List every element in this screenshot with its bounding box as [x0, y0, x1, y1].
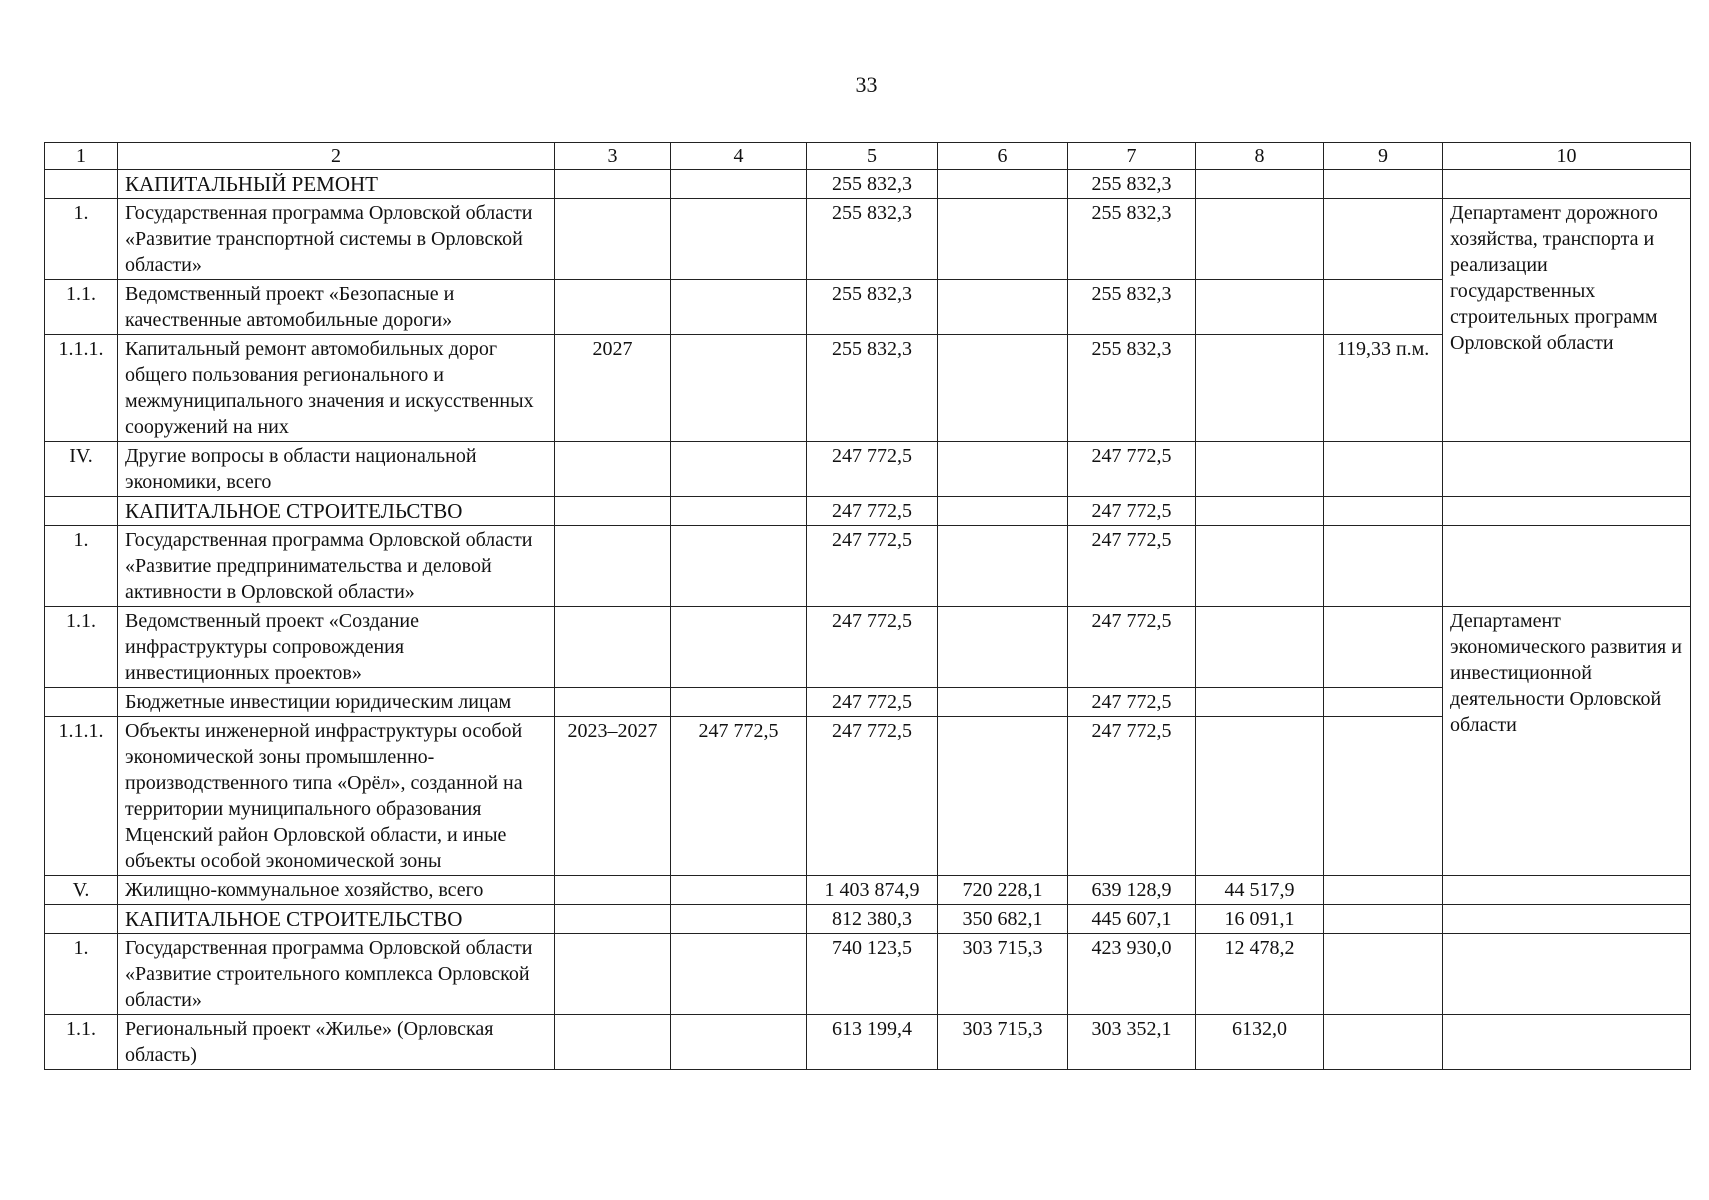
cell-col4	[671, 1015, 807, 1070]
budget-table	[44, 142, 1691, 1070]
cell-col5: 1 403 874,9	[807, 876, 938, 905]
table-row	[45, 934, 1691, 1015]
cell-col7: 303 352,1	[1068, 1015, 1196, 1070]
row-name: Ведомственный проект «Создание инфраструктуры сопровождения инвестиционных проектов»	[118, 607, 555, 688]
cell-col9	[1324, 1015, 1443, 1070]
cell-col4	[671, 280, 807, 335]
row-name: Государственная программа Орловской области «Развитие строительного комплекса Орловской области»	[118, 934, 555, 1015]
cell-col3	[555, 497, 671, 526]
cell-col7: 445 607,1	[1068, 905, 1196, 934]
cell-col10	[1443, 526, 1691, 607]
cell-col9	[1324, 280, 1443, 335]
cell-col4	[671, 905, 807, 934]
cell-col5: 247 772,5	[807, 717, 938, 876]
cell-col8	[1196, 199, 1324, 280]
cell-col7: 255 832,3	[1068, 199, 1196, 280]
header-cell: 8	[1196, 143, 1324, 170]
cell-col9	[1324, 607, 1443, 688]
cell-col9: 119,33 п.м.	[1324, 335, 1443, 442]
cell-col8	[1196, 607, 1324, 688]
row-name: КАПИТАЛЬНОЕ СТРОИТЕЛЬСТВО	[118, 497, 555, 526]
row-number	[45, 497, 118, 526]
cell-col9	[1324, 905, 1443, 934]
cell-col3	[555, 526, 671, 607]
cell-col3	[555, 1015, 671, 1070]
cell-col5: 740 123,5	[807, 934, 938, 1015]
header-cell: 4	[671, 143, 807, 170]
row-number: 1.	[45, 526, 118, 607]
cell-col7: 639 128,9	[1068, 876, 1196, 905]
cell-col10	[1443, 905, 1691, 934]
row-name: Ведомственный проект «Безопасные и качественные автомобильные дороги»	[118, 280, 555, 335]
cell-col6	[938, 526, 1068, 607]
cell-col9	[1324, 170, 1443, 199]
table-row	[45, 905, 1691, 934]
cell-col6: 303 715,3	[938, 934, 1068, 1015]
cell-col9	[1324, 934, 1443, 1015]
row-name: Объекты инженерной инфраструктуры особой экономической зоны промышленно-производственного типа «Орёл», созданной на территории муниципального образования Мценский район Орловской области, и иные объекты особой экономической зоны	[118, 717, 555, 876]
cell-col4	[671, 876, 807, 905]
cell-col8	[1196, 497, 1324, 526]
row-name: Государственная программа Орловской области «Развитие транспортной системы в Орловской области»	[118, 199, 555, 280]
cell-col8: 44 517,9	[1196, 876, 1324, 905]
cell-col8: 12 478,2	[1196, 934, 1324, 1015]
cell-col6	[938, 497, 1068, 526]
cell-col9	[1324, 717, 1443, 876]
cell-col5: 255 832,3	[807, 199, 938, 280]
cell-col8	[1196, 170, 1324, 199]
row-number: 1.1.	[45, 280, 118, 335]
cell-col5: 247 772,5	[807, 442, 938, 497]
table-row	[45, 170, 1691, 199]
cell-col5: 255 832,3	[807, 335, 938, 442]
row-number: 1.	[45, 199, 118, 280]
cell-col3	[555, 688, 671, 717]
row-number: 1.	[45, 934, 118, 1015]
cell-col4	[671, 607, 807, 688]
cell-col4	[671, 497, 807, 526]
cell-col4	[671, 526, 807, 607]
header-cell: 6	[938, 143, 1068, 170]
cell-col6	[938, 442, 1068, 497]
row-number: 1.1.1.	[45, 717, 118, 876]
cell-col6: 350 682,1	[938, 905, 1068, 934]
cell-col10	[1443, 934, 1691, 1015]
page-number: 33	[855, 72, 878, 97]
cell-col5: 247 772,5	[807, 526, 938, 607]
cell-col6: 720 228,1	[938, 876, 1068, 905]
cell-col9	[1324, 876, 1443, 905]
cell-col7: 255 832,3	[1068, 280, 1196, 335]
cell-col3	[555, 280, 671, 335]
cell-col3	[555, 170, 671, 199]
table-row	[45, 497, 1691, 526]
header-cell: 2	[118, 143, 555, 170]
cell-col4: 247 772,5	[671, 717, 807, 876]
cell-col6	[938, 607, 1068, 688]
cell-col3	[555, 934, 671, 1015]
cell-col7: 247 772,5	[1068, 526, 1196, 607]
row-name: КАПИТАЛЬНОЕ СТРОИТЕЛЬСТВО	[118, 905, 555, 934]
cell-col3	[555, 607, 671, 688]
cell-col6	[938, 717, 1068, 876]
cell-col5: 247 772,5	[807, 607, 938, 688]
table-row	[45, 607, 1691, 688]
header-cell: 1	[45, 143, 118, 170]
row-name: Бюджетные инвестиции юридическим лицам	[118, 688, 555, 717]
cell-col8	[1196, 717, 1324, 876]
cell-col3	[555, 442, 671, 497]
cell-col9	[1324, 526, 1443, 607]
header-cell: 9	[1324, 143, 1443, 170]
cell-col8	[1196, 688, 1324, 717]
responsible-department: Департамент экономического развития и инвестиционной деятельности Орловской области	[1443, 607, 1691, 876]
cell-col4	[671, 934, 807, 1015]
cell-col7: 247 772,5	[1068, 717, 1196, 876]
cell-col3: 2023–2027	[555, 717, 671, 876]
cell-col7: 423 930,0	[1068, 934, 1196, 1015]
cell-col5: 613 199,4	[807, 1015, 938, 1070]
row-number: IV.	[45, 442, 118, 497]
cell-col7: 255 832,3	[1068, 335, 1196, 442]
cell-col5: 812 380,3	[807, 905, 938, 934]
header-cell: 7	[1068, 143, 1196, 170]
row-number	[45, 688, 118, 717]
cell-col5: 255 832,3	[807, 280, 938, 335]
cell-col6	[938, 199, 1068, 280]
cell-col4	[671, 170, 807, 199]
table-row	[45, 526, 1691, 607]
row-name: Другие вопросы в области национальной экономики, всего	[118, 442, 555, 497]
cell-col10	[1443, 1015, 1691, 1070]
header-cell: 10	[1443, 143, 1691, 170]
cell-col4	[671, 199, 807, 280]
table-row	[45, 199, 1691, 280]
header-cell: 5	[807, 143, 938, 170]
table-row	[45, 1015, 1691, 1070]
cell-col4	[671, 688, 807, 717]
cell-col7: 247 772,5	[1068, 688, 1196, 717]
cell-col5: 255 832,3	[807, 170, 938, 199]
cell-col4	[671, 335, 807, 442]
row-name: Государственная программа Орловской области «Развитие предпринимательства и деловой активности в Орловской области»	[118, 526, 555, 607]
cell-col8	[1196, 335, 1324, 442]
cell-col8: 6132,0	[1196, 1015, 1324, 1070]
cell-col3	[555, 905, 671, 934]
cell-col5: 247 772,5	[807, 497, 938, 526]
table-header-row	[45, 143, 1691, 170]
cell-col10	[1443, 442, 1691, 497]
header-cell: 3	[555, 143, 671, 170]
table-row	[45, 876, 1691, 905]
responsible-department: Департамент дорожного хозяйства, транспорта и реализации государственных строительных программ Орловской области	[1443, 199, 1691, 442]
row-number: 1.1.	[45, 607, 118, 688]
cell-col6	[938, 170, 1068, 199]
cell-col7: 247 772,5	[1068, 607, 1196, 688]
cell-col8	[1196, 526, 1324, 607]
cell-col10	[1443, 497, 1691, 526]
cell-col9	[1324, 199, 1443, 280]
table-row	[45, 442, 1691, 497]
cell-col3	[555, 876, 671, 905]
cell-col9	[1324, 688, 1443, 717]
row-number: V.	[45, 876, 118, 905]
row-number: 1.1.1.	[45, 335, 118, 442]
cell-col3: 2027	[555, 335, 671, 442]
row-number	[45, 905, 118, 934]
cell-col3	[555, 199, 671, 280]
row-number: 1.1.	[45, 1015, 118, 1070]
cell-col8: 16 091,1	[1196, 905, 1324, 934]
cell-col6: 303 715,3	[938, 1015, 1068, 1070]
cell-col10	[1443, 170, 1691, 199]
cell-col6	[938, 280, 1068, 335]
row-number	[45, 170, 118, 199]
row-name: Капитальный ремонт автомобильных дорог общего пользования регионального и межмуниципального значения и искусственных сооружений на них	[118, 335, 555, 442]
cell-col6	[938, 335, 1068, 442]
cell-col4	[671, 442, 807, 497]
cell-col6	[938, 688, 1068, 717]
cell-col9	[1324, 497, 1443, 526]
row-name: КАПИТАЛЬНЫЙ РЕМОНТ	[118, 170, 555, 199]
cell-col10	[1443, 876, 1691, 905]
row-name: Региональный проект «Жилье» (Орловская область)	[118, 1015, 555, 1070]
cell-col9	[1324, 442, 1443, 497]
cell-col8	[1196, 442, 1324, 497]
cell-col8	[1196, 280, 1324, 335]
cell-col7: 247 772,5	[1068, 497, 1196, 526]
cell-col5: 247 772,5	[807, 688, 938, 717]
cell-col7: 255 832,3	[1068, 170, 1196, 199]
row-name: Жилищно-коммунальное хозяйство, всего	[118, 876, 555, 905]
cell-col7: 247 772,5	[1068, 442, 1196, 497]
